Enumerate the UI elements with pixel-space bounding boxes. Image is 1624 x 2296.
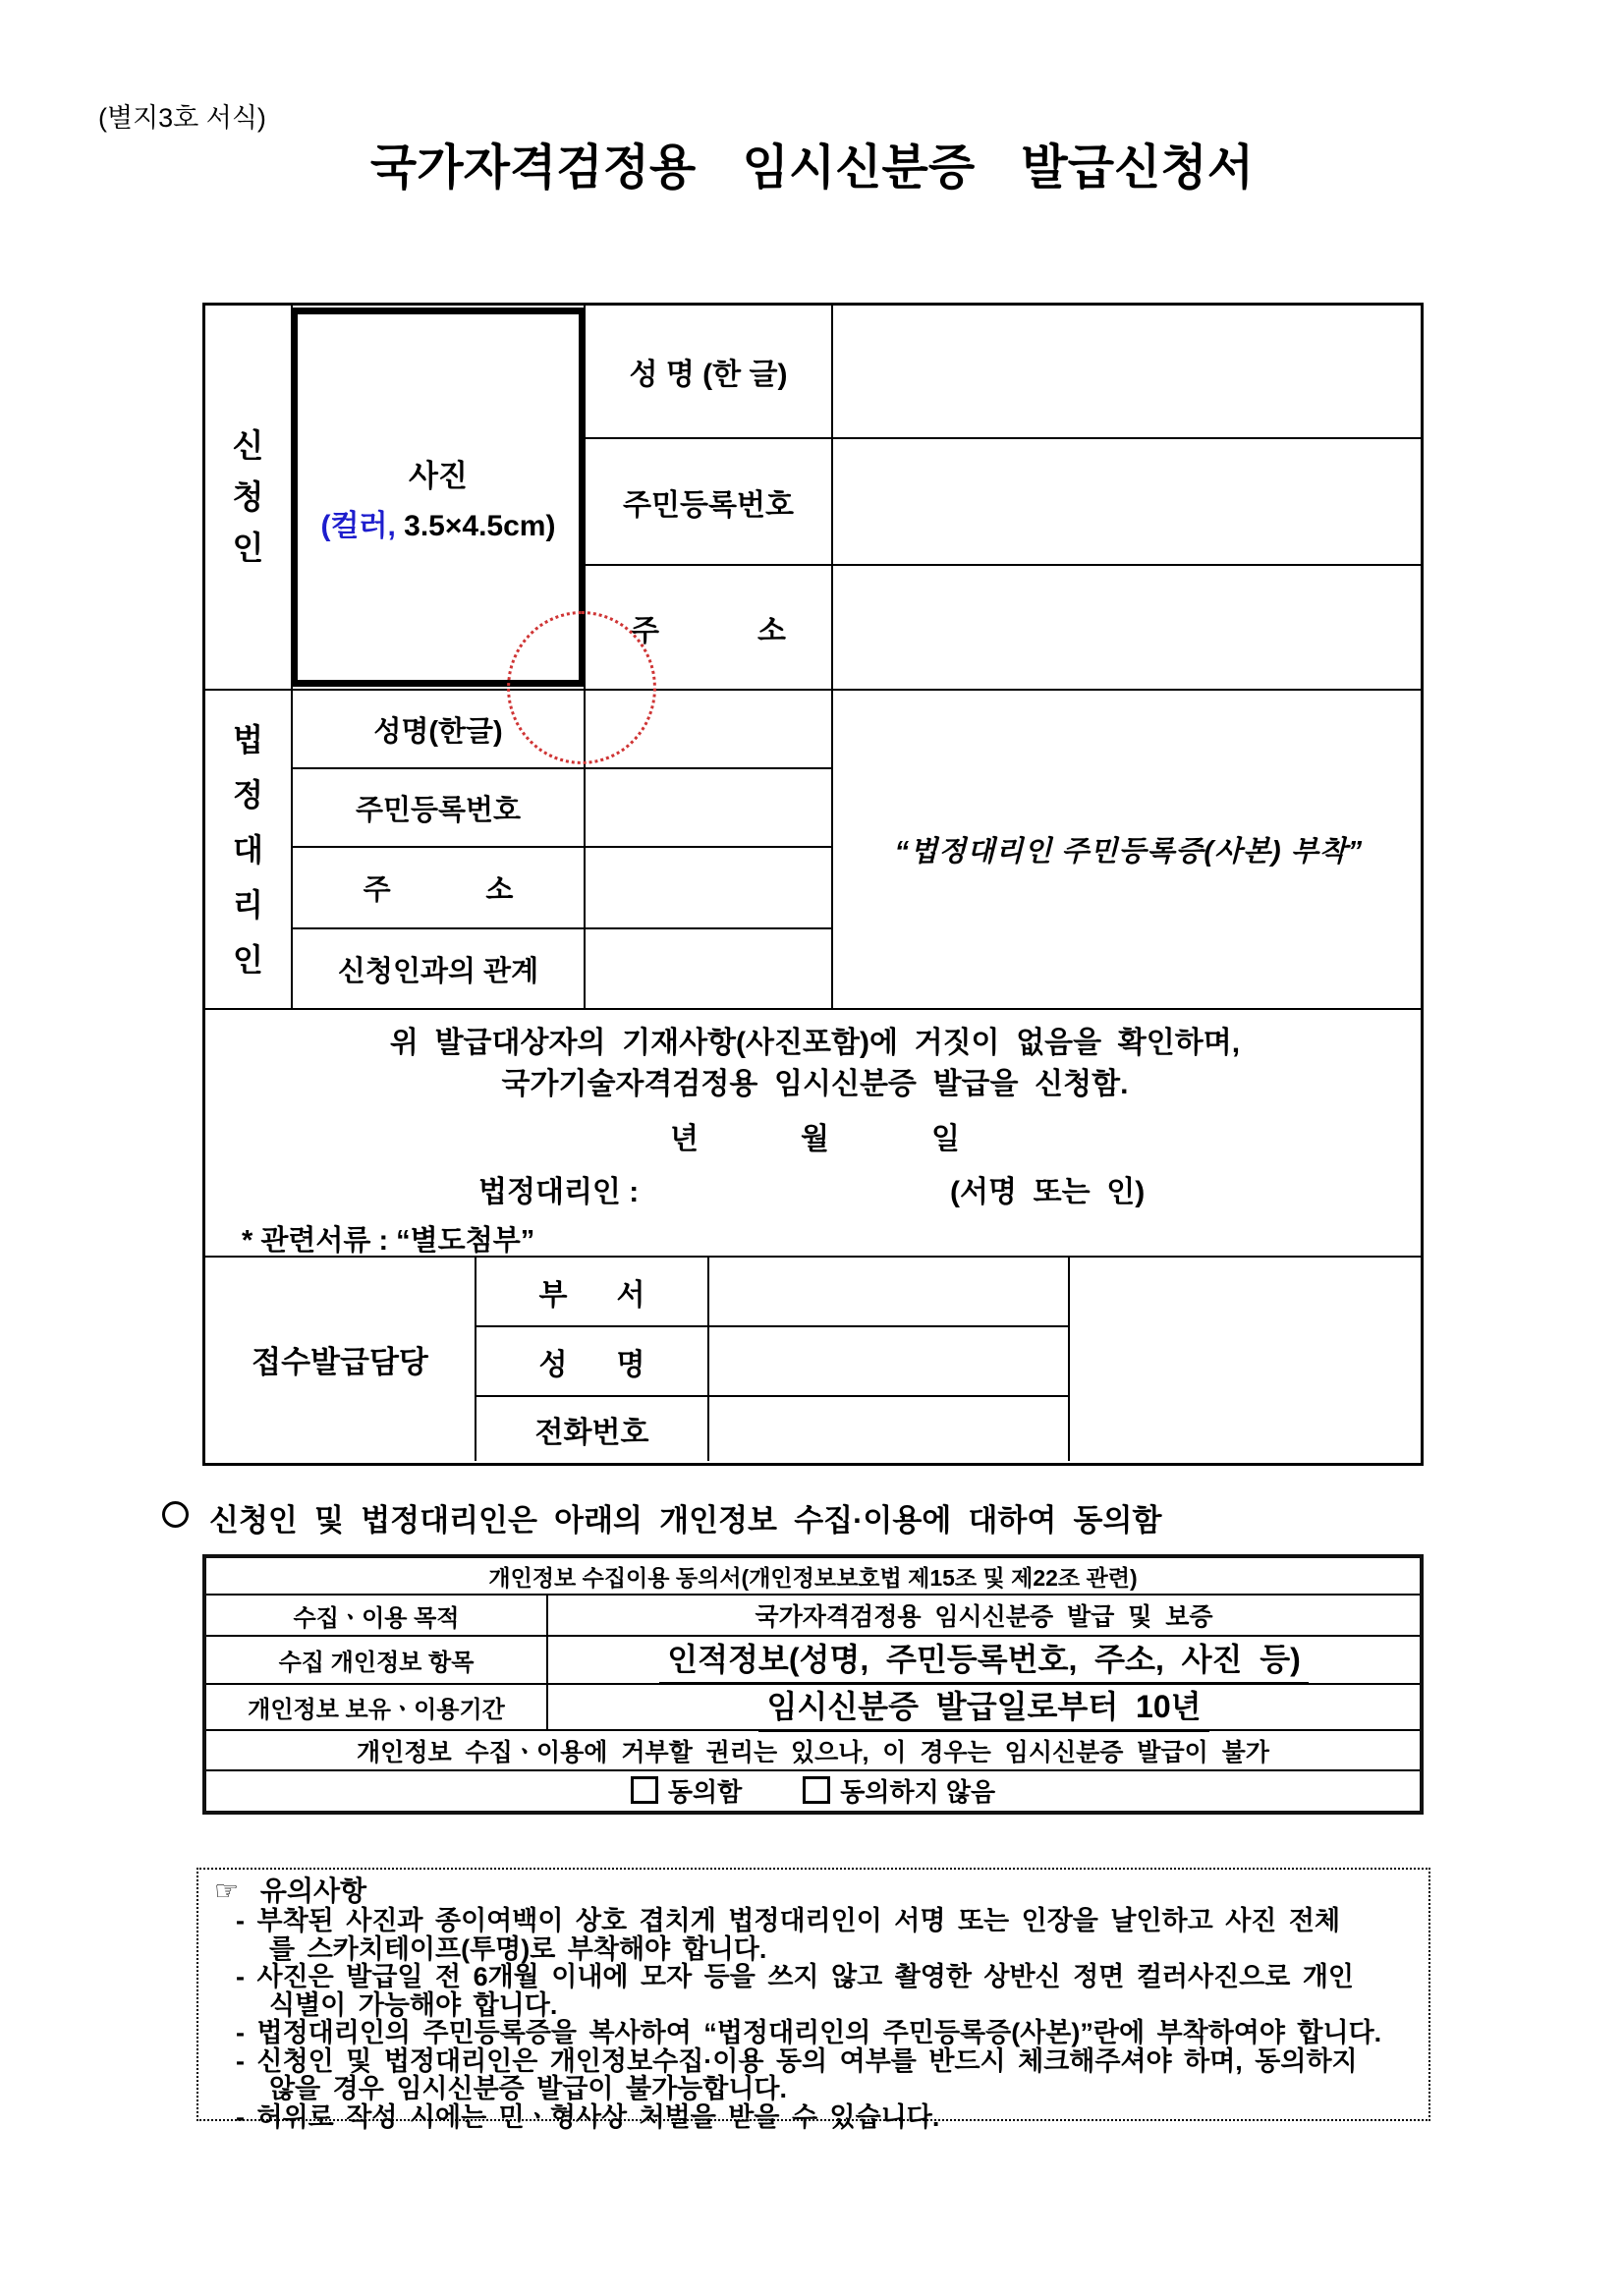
- guardian-relation-label: 신청인과의 관계: [293, 929, 586, 1010]
- consent-items-value: 인적정보(성명, 주민등록번호, 주소, 사진 등): [659, 1635, 1309, 1685]
- photo-color-word: (컬러,: [320, 509, 396, 542]
- note-line: - 사진은 발급일 전 6개월 이내에 모자 등을 쓰지 않고 촬영한 상반신 정면 컬러사진으로 개인: [236, 1962, 1354, 1991]
- consent-purpose-value: 국가자격검정용 임시신분증 발급 및 보증: [755, 1603, 1213, 1631]
- consent-row-purpose: [206, 1596, 1420, 1637]
- applicant-rrn-label: 주민등록번호: [586, 439, 833, 566]
- photo-seal-overlap-mark: [507, 611, 656, 764]
- applicant-section-header: [205, 306, 293, 691]
- form-code-label: (별지3호 서식): [98, 103, 266, 133]
- declaration-block: [205, 1010, 1424, 1258]
- guardian-address-label: 주 소: [293, 848, 586, 929]
- sign-or-seal-note: (서명 또는 인): [950, 1176, 1146, 1208]
- receipt-dept-field[interactable]: [709, 1258, 1070, 1327]
- note-line: - 신청인 및 법정대리인은 개인정보수집·이용 동의 여부를 반드시 체크해주셔야 하며, 동의하지: [236, 2045, 1358, 2076]
- consent-period-label: 개인정보 보유ㆍ이용기간: [206, 1685, 548, 1729]
- guardian-section-header: [205, 691, 293, 1010]
- applicant-address-label: 주 소: [586, 566, 833, 691]
- consent-header: 개인정보 수집이용 동의서(개인정보보호법 제15조 및 제22조 관련): [206, 1558, 1420, 1596]
- guardian-address-field[interactable]: [586, 848, 833, 929]
- applicant-rrn-field[interactable]: [833, 439, 1424, 566]
- note-line: 식별이 가능해야 합니다.: [269, 1989, 558, 2020]
- notes-header: [214, 1876, 1419, 1907]
- applicant-name-label: 성 명 (한 글): [586, 306, 833, 439]
- receipt-name-field[interactable]: [709, 1327, 1070, 1397]
- applicant-address-field[interactable]: [833, 566, 1424, 691]
- consent-row-period: [206, 1685, 1420, 1731]
- consent-items-label: 수집 개인정보 항목: [206, 1637, 548, 1683]
- agree-no-option[interactable]: [803, 1772, 995, 1809]
- photo-size-caption: [321, 501, 556, 544]
- agree-no-checkbox-icon[interactable]: [803, 1776, 830, 1804]
- agree-yes-checkbox-icon[interactable]: [631, 1776, 658, 1804]
- photo-caption: 사진: [409, 458, 468, 493]
- note-line: - 법정대리인의 주민등록증을 복사하여 “법정대리인의 주민등록증(사본)”란에 부착하여야 합니다.: [236, 2018, 1382, 2047]
- pointing-hand-icon: ☞: [214, 1876, 240, 1906]
- receipt-stamp-area[interactable]: [1070, 1258, 1424, 1461]
- note-line: - 부착된 사진과 종이여백이 상호 겹치게 법정대리인이 서명 또는 인장을 날인하고 사진 전체: [236, 1906, 1341, 1935]
- photo-size-text: 3.5×4.5cm): [395, 509, 556, 542]
- receipt-name-label: 성 명: [476, 1327, 709, 1397]
- consent-row-items: [206, 1637, 1420, 1685]
- applicant-name-field[interactable]: [833, 306, 1424, 439]
- receipt-phone-field[interactable]: [709, 1397, 1070, 1461]
- consent-table: [202, 1554, 1424, 1815]
- receipt-dept-label: 부 서: [476, 1258, 709, 1327]
- guardian-rrn-label: 주민등록번호: [293, 769, 586, 848]
- guardian-id-attach-note: “법정대리인 주민등록증(사본) 부착”: [833, 691, 1424, 1010]
- declaration-line2: 국가기술자격검정용 임시신분증 발급을 신청함.: [501, 1068, 1129, 1100]
- guardian-relation-field[interactable]: [586, 929, 833, 1010]
- consent-period-value: 임시신분증 발급일로부터 10년: [758, 1682, 1208, 1732]
- related-docs-note: * 관련서류 : “별도첨부”: [242, 1225, 535, 1257]
- guardian-rrn-field[interactable]: [586, 769, 833, 848]
- notes-header-label: 유의사항: [259, 1876, 367, 1906]
- note-line: 않을 경우 임시신분증 발급이 불가능합니다.: [269, 2074, 787, 2103]
- guardian-section-label: 법정대리인: [233, 721, 263, 978]
- consent-intro-text: 신청인 및 법정대리인은 아래의 개인정보 수집·이용에 대하여 동의함: [209, 1503, 1162, 1538]
- date-day-label: 일: [930, 1123, 960, 1155]
- sign-guardian-label: 법정대리인 :: [478, 1176, 640, 1208]
- consent-purpose-label: 수집ㆍ이용 목적: [206, 1596, 548, 1635]
- notes-box: [196, 1868, 1430, 2132]
- declaration-line1: 위 발급대상자의 기재사항(사진포함)에 거짓이 없음을 확인하며,: [389, 1027, 1241, 1059]
- applicant-section-label: 신청인: [232, 427, 264, 566]
- receipt-phone-label: 전화번호: [476, 1397, 709, 1461]
- agree-yes-label: 동의함: [667, 1776, 743, 1807]
- circle-bullet-icon: [162, 1501, 189, 1528]
- declaration-date-line: [205, 1114, 1424, 1157]
- date-year-label: 년: [670, 1123, 699, 1155]
- consent-refusal-notice: 개인정보 수집ㆍ이용에 거부할 권리는 있으나, 이 경우는 임시신분증 발급이 불가: [206, 1731, 1420, 1771]
- agree-yes-option[interactable]: [631, 1772, 742, 1809]
- date-month-label: 월: [801, 1123, 829, 1155]
- guardian-name-label: 성명(한글): [293, 691, 586, 769]
- note-line: - 허위로 작성 시에는 민ㆍ형사상 처벌을 받을 수 있습니다.: [236, 2101, 940, 2132]
- page-title: 국가자격검정용 임시신분증 발급신청서: [369, 141, 1255, 195]
- receipt-section-label: 접수발급담당: [205, 1258, 476, 1461]
- note-line: 를 스카치테이프(투명)로 부착해야 합니다.: [269, 1933, 767, 1964]
- declaration-sign-line: [205, 1167, 1424, 1208]
- application-table: [202, 303, 1424, 1466]
- agree-no-label: 동의하지 않음: [840, 1776, 996, 1807]
- consent-agree-row: [206, 1771, 1420, 1809]
